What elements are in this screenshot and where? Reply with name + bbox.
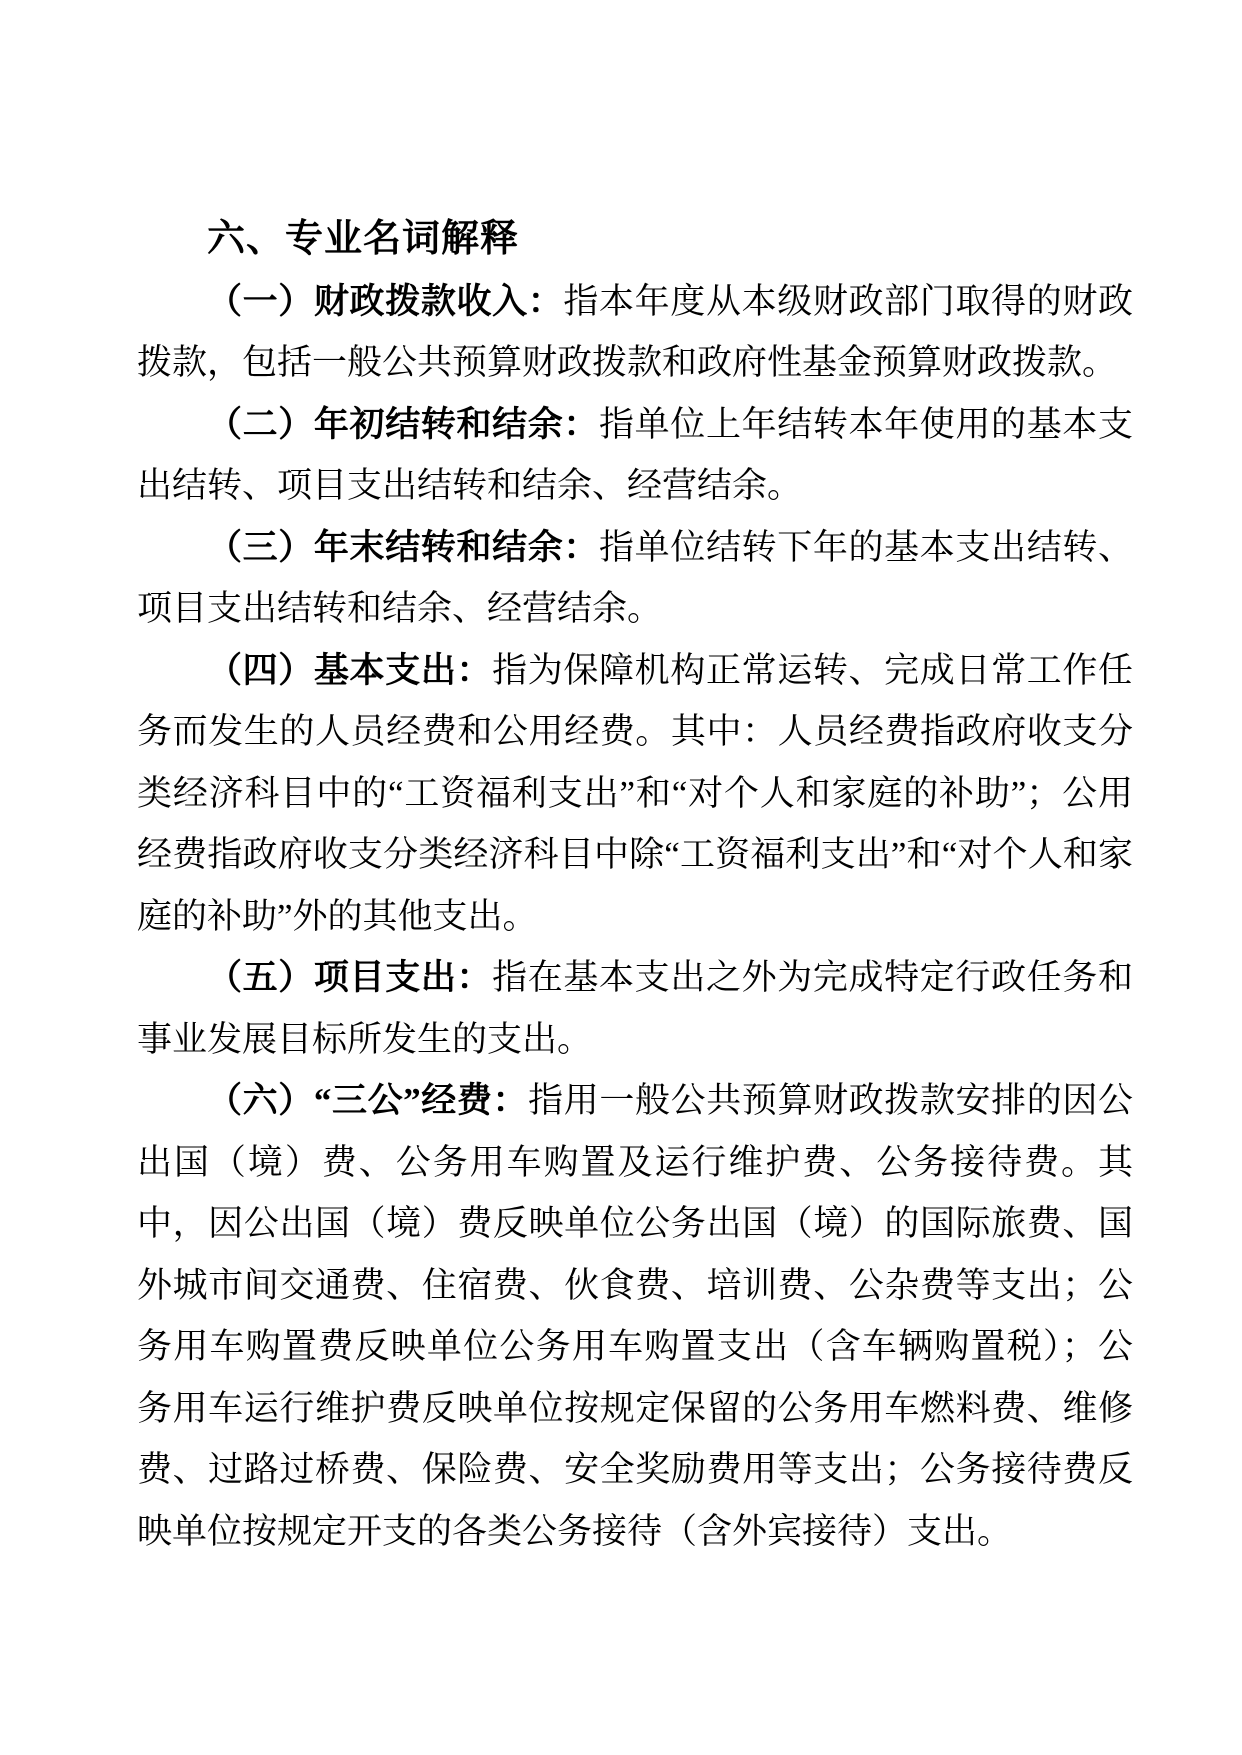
term-label: （三）年末结转和结余：: [207, 527, 600, 567]
term-label: （二）年初结转和结余：: [207, 404, 600, 444]
definition-paragraph-6: [137, 1070, 1133, 1562]
term-definition: 指单位上年结转本年使用的基本支出结转、项目支出结转和结余、经营结余。: [137, 404, 1133, 505]
term-label: （六）“三公”经费：: [207, 1081, 529, 1120]
term-label: （一）财政拨款收入：: [207, 281, 564, 321]
term-definition: 指本年度从本级财政部门取得的财政拨款，包括一般公共预算财政拨款和政府性基金预算财政拨款。: [137, 281, 1133, 382]
term-definition: 指用一般公共预算财政拨款安排的因公出国（境）费、公务用车购置及运行维护费、公务接待费。其中，因公出国（境）费反映单位公务出国（境）的国际旅费、国外城市间交通费、住宿费、伙食费、培训费、公杂费等支出；公务用车购置费反映单位公务用车购置支出（含车辆购置税）；公务用车运行维护费反映单位按规定保留的公务用车燃料费、维修费、过路过桥费、保险费、安全奖励费用等支出；公务接待费反映单位按规定开支的各类公务接待（含外宾接待）支出。: [137, 1081, 1133, 1551]
term-definition: 指在基本支出之外为完成特定行政任务和事业发展目标所发生的支出。: [137, 958, 1133, 1059]
definition-paragraph-3: [137, 517, 1133, 640]
term-definition: 指为保障机构正常运转、完成日常工作任务而发生的人员经费和公用经费。其中：人员经费指政府收支分类经济科目中的“工资福利支出”和“对个人和家庭的补助”；公用经费指政府收支分类经济科目中除“工资福利支出”和“对个人和家庭的补助”外的其他支出。: [137, 650, 1133, 936]
definition-paragraph-1: [137, 271, 1133, 394]
term-label: （四）基本支出：: [207, 650, 493, 690]
definition-paragraph-2: [137, 394, 1133, 517]
definition-paragraph-5: [137, 947, 1133, 1070]
section-heading: 六、专业名词解释: [207, 218, 520, 260]
definition-paragraph-4: [137, 640, 1133, 948]
term-label: （五）项目支出：: [207, 958, 493, 997]
document-body: [137, 209, 1133, 1562]
term-definition: 指单位结转下年的基本支出结转、项目支出结转和结余、经营结余。: [137, 527, 1133, 628]
